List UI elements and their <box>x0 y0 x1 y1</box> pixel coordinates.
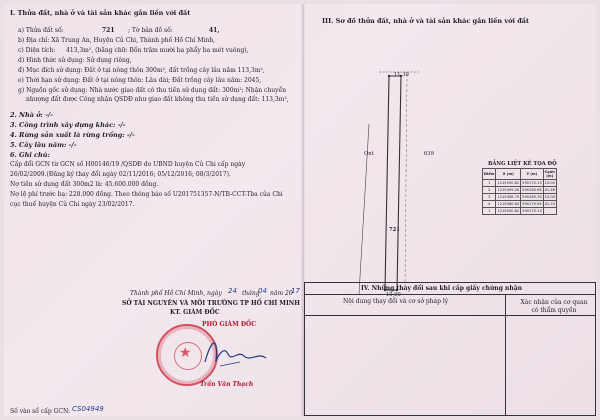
usage-form: d) Hình thức sử dụng: Sử dụng riêng, <box>18 57 132 64</box>
note-3: Nợ tiền sử dụng đất 300m2 là: 45.600.000 đồng. <box>10 181 159 188</box>
address: b) Địa chỉ: Xã Trung An, Huyện Củ Chi, Thành phố Hồ Chí Minh, <box>18 37 216 44</box>
table-row <box>483 194 557 201</box>
date-month: 04 <box>258 287 267 295</box>
area-value: 413,3m², (bằng chữ: Bốn trăm mười ba phẩy ba mét vuông), <box>66 47 249 54</box>
dim-bottom: 10,00 <box>386 292 401 298</box>
map-sheet-label: ; Tờ bản đồ số: <box>128 27 173 34</box>
kt-director: KT. GIÁM ĐỐC <box>170 309 220 316</box>
coord-col-header: Điểm <box>483 169 496 180</box>
section-5: 5. Cây lâu năm: -/- <box>10 141 77 149</box>
changes-col-1-header: Nội dung thay đổi và cơ sở pháp lý <box>343 298 449 305</box>
coord-cell: 590180.96 <box>522 188 542 192</box>
origin-line-2: nhượng đất được Công nhận QSDĐ như giao đất không thu tiền sử dụng đất: 113,3m², <box>26 96 289 103</box>
section-4-title: IV. Những thay đổi sau khi cấp giấy chứng nhận <box>361 285 522 292</box>
coord-cell: 1 <box>483 208 496 215</box>
signature <box>200 332 270 372</box>
place-date-prefix: Thành phố Hồ Chí Minh, ngày <box>130 290 222 297</box>
coord-cell: 3 <box>483 194 496 201</box>
coord-cell: 1215458.79 <box>497 195 520 199</box>
coord-cell: 590189.76 <box>522 195 542 199</box>
purpose: đ) Mục đích sử dụng: Đất ở tại nông thôn 300m², đất trồng cây lâu năm 113,3m², <box>18 67 265 74</box>
deputy-director: PHÓ GIÁM ĐỐC <box>202 321 257 328</box>
coord-col-header: X (m) <box>496 169 521 180</box>
registration-label: Số vào sổ cấp GCN: <box>10 408 71 415</box>
year-prefix: năm 20 <box>270 290 293 297</box>
dim-top: 11,30 <box>394 72 409 78</box>
lot-sketch <box>349 64 479 304</box>
note-5: cục thuế huyện Củ Chi ngày 23/02/2017. <box>10 201 135 208</box>
table-row <box>483 201 557 208</box>
coord-cell: 2 <box>483 187 496 194</box>
table-row <box>483 180 557 187</box>
coord-cell: 41.48 <box>544 188 555 192</box>
coord-cell: 1215499.00 <box>497 188 520 192</box>
dim-left: Ont <box>364 151 374 157</box>
coord-cell: 1215500.82 <box>497 181 520 185</box>
coord-cell: 1 <box>483 180 496 187</box>
certificate-page <box>4 4 596 416</box>
origin-line-1: g) Nguồn gốc sử dụng: Nhà nước giao đất có thu tiền sử dụng đất: 300m²; Nhận chuyển <box>18 87 287 94</box>
registration-number: CS04949 <box>72 405 104 413</box>
section-3: 3. Công trình xây dựng khác: -/- <box>10 121 126 129</box>
month-prefix: tháng <box>242 290 260 297</box>
date-day: 24 <box>228 287 237 295</box>
section-6: 6. Ghi chú: <box>10 151 50 159</box>
official-seal: ★ <box>156 324 218 386</box>
note-4: Nợ lệ phí trước bạ: 228.000 đồng. Theo thông báo số U201751357-N/TB-CCT-Tba của Chi <box>10 191 283 198</box>
coord-table-title: BẢNG LIỆT KÊ TỌA ĐỘ <box>488 161 557 167</box>
section-3-title: III. Sơ đồ thửa đất, nhà ở và tài sản khác gắn liền với đất <box>322 17 529 25</box>
note-2: 26/02/2009.(Đăng ký thay đổi ngày 02/11/2016; 05/12/2016; 08/3/2017). <box>10 171 231 178</box>
coord-col-header: Y (m) <box>521 169 543 180</box>
table-row <box>483 208 557 215</box>
lot-no-label: a) Thửa đất số: <box>18 27 64 34</box>
coord-cell: 590179.94 <box>522 202 542 206</box>
coord-cell: 590170.13 <box>522 181 542 185</box>
changes-col-2-header: Xác nhận của cơ quan có thẩm quyền <box>520 299 588 314</box>
changes-col-content <box>305 294 506 415</box>
coord-cell: 10.00 <box>544 195 555 199</box>
table-row <box>483 187 557 194</box>
lot-no: 721 <box>102 27 115 34</box>
term: e) Thời hạn sử dụng: Đất ở tại nông thôn: Lâu dài; Đất trồng cây lâu năm: 2045, <box>18 77 262 84</box>
section-1-title: I. Thửa đất, nhà ở và tài sản khác gắn liền với đất <box>10 9 191 17</box>
coord-cell: 41.24 <box>544 202 555 206</box>
agency-name: SỞ TÀI NGUYÊN VÀ MÔI TRƯỜNG TP HỒ CHÍ MINH <box>122 300 300 307</box>
section-2: 2. Nhà ở: -/- <box>10 111 53 119</box>
coord-table <box>482 168 557 215</box>
coord-cell: 4 <box>483 201 496 208</box>
coord-col-header: Cạnh (m) <box>544 170 555 178</box>
coord-cell: 1215500.82 <box>497 209 520 213</box>
date-year: 17 <box>291 287 300 295</box>
lot-label: 721 <box>389 227 400 233</box>
map-sheet: 41, <box>209 27 220 34</box>
area-label: c) Diện tích: <box>18 47 56 54</box>
coord-cell: 1215460.64 <box>497 202 520 206</box>
coord-cell: 590170.13 <box>522 209 542 213</box>
changes-table <box>304 282 596 416</box>
note-1: Cấp đổi GCN từ GCN số H00146/19 /QSDĐ do UBND huyện Củ Chi cấp ngày <box>10 161 246 168</box>
coord-cell <box>543 208 556 215</box>
section-4: 4. Rừng sản xuất là rừng trồng: -/- <box>10 131 135 139</box>
dim-right: 639 <box>424 151 434 157</box>
coord-cell: 10.00 <box>544 181 555 185</box>
signer-name: Trần Văn Thạch <box>200 381 254 388</box>
